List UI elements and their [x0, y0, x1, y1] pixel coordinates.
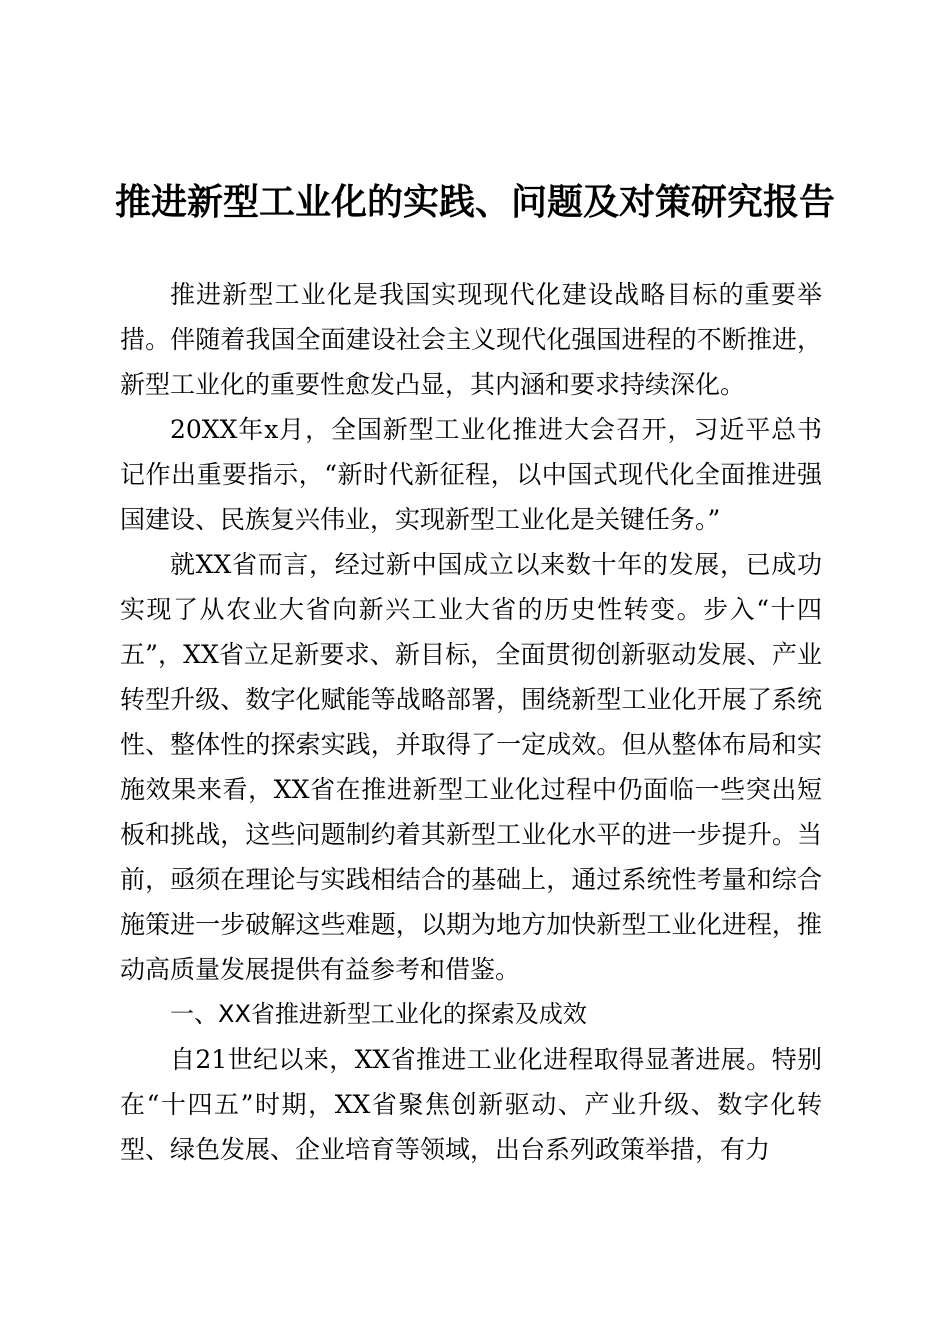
document-title: 推进新型工业化的实践、问题及对策研究报告	[114, 181, 835, 223]
section-heading: 一、XX省推进新型工业化的探索及成效	[170, 1000, 587, 1028]
province-paragraph: 就XX省而言，经过新中国成立以来数十年的发展，已成功实现了从农业大省向新兴工业大省的历史性转变。步入“十四五”，XX省立足新要求、新目标，全面贯彻创新驱动发展、产业转型升级、数字化赋能等战略部署，围绕新型工业化开展了系统性、整体性的探索实践，并取得了一定成效。但从整体布局和实施效果来看，XX省在推进新型工业化过程中仍面临一些突出短板和挑战，这些问题制约着其新型工业化水平的进一步提升。当前，亟须在理论与实践相结合的基础上，通过系统性考量和综合施策进一步破解这些难题，以期为地方加快新型工业化进程，推动高质量发展提供有益参考和借鉴。	[120, 550, 822, 984]
document-body	[120, 272, 822, 1172]
intro-paragraph: 推进新型工业化是我国实现现代化建设战略目标的重要举措。伴随着我国全面建设社会主义现代化强国进程的不断推进，新型工业化的重要性愈发凸显，其内涵和要求持续深化。	[120, 280, 822, 399]
conference-paragraph: 20XX年x月，全国新型工业化推进大会召开，习近平总书记作出重要指示，“新时代新征程，以中国式现代化全面推进强国建设、民族复兴伟业，实现新型工业化是关键任务。”	[120, 415, 822, 534]
section-paragraph: 自21世纪以来，XX省推进工业化进程取得显著进展。特别在“十四五”时期，XX省聚焦创新驱动、产业升级、数字化转型、绿色发展、企业培育等领域，出台系列政策举措，有力	[120, 1045, 822, 1164]
